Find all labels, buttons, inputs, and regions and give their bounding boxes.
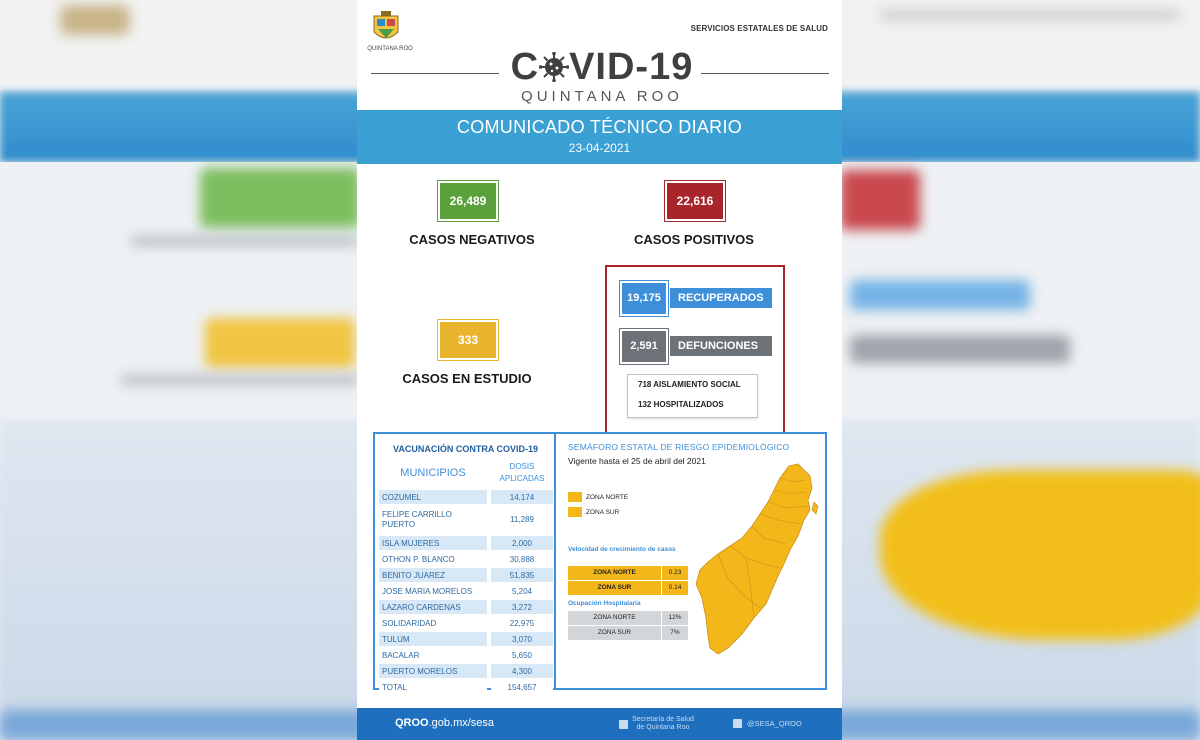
url-bold: QROO: [395, 717, 429, 729]
negative-cases-box: [437, 180, 499, 222]
negative-cases-value: 26,489: [440, 183, 496, 219]
dosis-cell: 30,888: [491, 552, 553, 566]
vaccination-title: VACUNACIÓN CONTRA COVID-19: [392, 444, 538, 454]
zone-cell: ZONA NORTE: [568, 611, 661, 625]
table-row: [379, 506, 553, 534]
facebook-text: [632, 716, 694, 732]
value-cell: 0.14: [662, 581, 688, 595]
zone-north-label: ZONA NORTE: [586, 494, 629, 501]
twitter-handle: @SESA_QROO: [747, 719, 802, 728]
municipio-cell: TULUM: [379, 632, 487, 646]
municipio-cell: FELIPE CARRILLO PUERTO: [379, 506, 487, 534]
value-cell: 12%: [662, 611, 688, 625]
municipio-cell: ISLA MUJERES: [379, 536, 487, 550]
dosis-cell: 4,300: [491, 664, 553, 678]
website-link[interactable]: [395, 717, 494, 729]
deaths-label: DEFUNCIONES: [670, 336, 772, 356]
url-rest: .gob.mx/sesa: [428, 717, 495, 729]
dosis-cell: 5,204: [491, 584, 553, 598]
facebook-line2: de Quintana Roo: [636, 724, 690, 731]
municipio-cell: COZUMEL: [379, 490, 487, 504]
hospital-occupancy-title: Ocupación Hospitalaria: [568, 600, 641, 607]
report-banner: [357, 110, 842, 164]
positive-cases-value: 22,616: [667, 183, 723, 219]
title-right-text: VID-19: [569, 46, 694, 88]
dosis-cell: 2,000: [491, 536, 553, 550]
virus-icon: [539, 52, 569, 82]
state-seal-icon: [371, 10, 401, 44]
vaccination-panel: [375, 434, 556, 692]
deaths-value: 2,591: [622, 331, 666, 362]
title-divider-right: [701, 73, 829, 74]
dosis-cell: 22,975: [491, 616, 553, 630]
dosis-cell: 154,657: [491, 680, 553, 694]
dosis-header: DOSIS APLICADAS: [499, 462, 545, 483]
table-row: [379, 616, 553, 630]
seal-label: QUINTANA ROO: [367, 46, 413, 52]
municipio-cell: SOLIDARIDAD: [379, 616, 487, 630]
municipio-cell: OTHON P. BLANCO: [379, 552, 487, 566]
title-left-text: C: [510, 46, 540, 88]
zone-cell: ZONA SUR: [568, 581, 661, 595]
table-row: [568, 566, 688, 580]
semaphore-title: SEMÁFORO ESTATAL DE RIESGO EPIDEMIOLÓGICO: [568, 442, 790, 452]
zone-north-swatch: [568, 492, 582, 502]
dosis-cell: 5,650: [491, 648, 553, 662]
risk-semaphore-panel: [558, 434, 825, 688]
facebook-line1: Secretaría de Salud: [632, 716, 694, 723]
table-row: [379, 648, 553, 662]
municipio-cell: LAZARO CARDENAS: [379, 600, 487, 614]
growth-rate-title: Velocidad de crecimiento de casos: [568, 546, 676, 553]
table-row: [568, 611, 688, 625]
table-row-total: [379, 680, 553, 694]
table-row: [568, 626, 688, 640]
cases-in-study-box: [437, 319, 499, 361]
table-row: [379, 568, 553, 582]
title-divider-left: [371, 73, 499, 74]
poster-footer: [357, 708, 842, 740]
table-row: [568, 581, 688, 595]
hospital-occupancy-table: [568, 611, 688, 641]
zone-cell: ZONA NORTE: [568, 566, 661, 580]
table-row: [379, 664, 553, 678]
services-label: SERVICIOS ESTATALES DE SALUD: [690, 24, 828, 33]
covid-title: [497, 47, 707, 87]
facebook-icon: [619, 720, 628, 729]
report-date: 23-04-2021: [568, 141, 631, 155]
zone-south-swatch: [568, 507, 582, 517]
vaccination-table: [379, 490, 553, 696]
positive-cases-label: CASOS POSITIVOS: [634, 232, 754, 247]
municipios-header: MUNICIPIOS: [400, 467, 466, 479]
recovered-label: RECUPERADOS: [670, 288, 772, 308]
cases-in-study-value: 333: [440, 322, 496, 358]
covid-report-poster: [357, 0, 842, 740]
state-subtitle: QUINTANA ROO: [521, 88, 683, 105]
zone-south-label: ZONA SUR: [586, 509, 620, 516]
dosis-cell: 3,070: [491, 632, 553, 646]
table-row: [379, 536, 553, 550]
semaphore-validity: Vigente hasta el 25 de abril del 2021: [568, 456, 706, 466]
dosis-cell: 51,835: [491, 568, 553, 582]
dosis-cell: 3,272: [491, 600, 553, 614]
municipio-cell: JOSE MARIA MORELOS: [379, 584, 487, 598]
value-cell: 0.23: [662, 566, 688, 580]
growth-rate-table: [568, 566, 688, 596]
table-row: [379, 552, 553, 566]
municipio-cell: TOTAL: [379, 680, 487, 694]
hospitalized-text: 132 HOSPITALIZADOS: [638, 400, 724, 409]
deaths-box: [619, 328, 669, 365]
table-row: [379, 490, 553, 504]
zone-cell: ZONA SUR: [568, 626, 661, 640]
recovered-value: 19,175: [622, 283, 666, 314]
negative-cases-label: CASOS NEGATIVOS: [409, 232, 535, 247]
banner-title: COMUNICADO TÉCNICO DIARIO: [456, 117, 743, 137]
twitter-icon: [733, 719, 742, 728]
municipio-cell: BENITO JUAREZ: [379, 568, 487, 582]
table-row: [379, 632, 553, 646]
cases-in-study-label: CASOS EN ESTUDIO: [402, 371, 532, 386]
recovered-box: [619, 280, 669, 317]
poster-header: [357, 0, 842, 110]
lower-panel: [373, 432, 827, 690]
quintana-roo-map: [694, 458, 824, 658]
table-row: [379, 600, 553, 614]
positive-cases-box: [664, 180, 726, 222]
value-cell: 7%: [662, 626, 688, 640]
table-row: [379, 584, 553, 598]
isolation-hospital-box: [627, 374, 758, 418]
municipio-cell: PUERTO MORELOS: [379, 664, 487, 678]
social-isolation-text: 718 AISLAMIENTO SOCIAL: [638, 380, 741, 389]
municipio-cell: BACALAR: [379, 648, 487, 662]
dosis-cell: 14,174: [491, 490, 553, 504]
dosis-cell: 11,289: [491, 506, 553, 534]
